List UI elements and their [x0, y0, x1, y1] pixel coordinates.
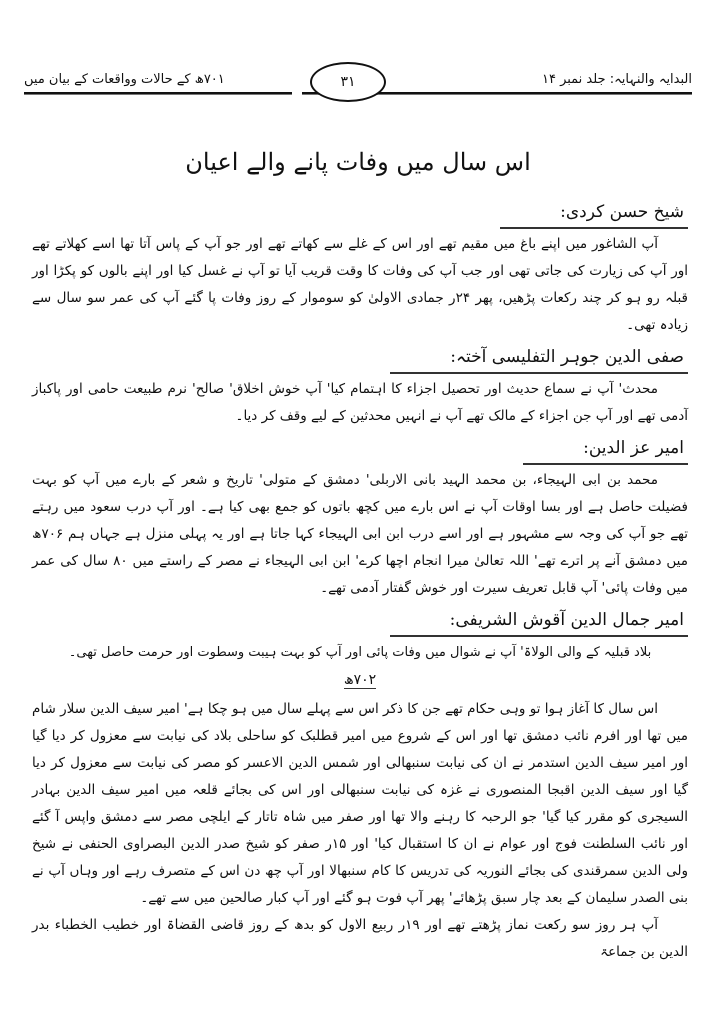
section-heading: شیخ حسن کردی:: [500, 198, 688, 229]
section-amir-izz-al-din: [32, 434, 688, 602]
year-heading: [32, 668, 688, 692]
section-paragraph: محمد بن ابی الہیجاء، بن محمد الہید بانی الاربلی' دمشق کے متولی' تاریخ و شعر کے بارے میں آپ کو بہت فضیلت حاصل ہے اور بسا اوقات آپ نے اس بارے میں کچھ باتوں کو جمع بھی کیا ہے۔ اور آپ درب سعود میں رہتے تھے جو آپ کی وجہ سے مشہور ہے اور اسے درب ابن ابی الہیجاء کہا جاتا ہے اور یہ پہلی منزل ہے جہاں ہم ۷۰۶ھ میں دمشق آنے پر اترے تھے' اللہ تعالیٰ میرا انجام اچھا کرے' ابن ابی الہیجاء نے مصر کے راستے میں ۸۰ سال کی عمر میں وفات پائی' آپ قابل تعریف سیرت اور خوش گفتار آدمی تھے۔: [32, 472, 688, 596]
page-title: اس سال میں وفات پانے والے اعیان: [185, 148, 531, 176]
year-paragraph: اس سال کا آغاز ہوا تو وہی حکام تھے جن کا ذکر اس سے پہلے سال میں ہو چکا ہے' امیر سیف الدین سلار شام میں تھا اور افرم نائب دمشق تھا اور اس کے شروع میں امیر قطلبک کو ساحلی بلاد کی نیابت سے معزول کر دیا گیا اور امیر سیف الدین استدمر نے ان کی نیابت سنبھالی اور شمس الدین الاعسر کو مصر کی نیابت سے معزول کر دیا گیا اور سیف الدین اقبجا المنصوری نے غزہ کی نیابت سنبھالی اور اس کی بجائے قلعہ میں امیر سیف الدین بہادر السیجری کو مقرر کیا گیا' جو الرحبہ کا رہنے والا تھا اور صفر میں شاہ تاتار کے ایلچی مصر سے دمشق واپس آ گئے اور نائب السلطنت فوج اور عوام نے ان کا استقبال کیا' اور ۱۵ر صفر کو شیخ صدر الدین البصراوی الحنفی نے شیخ ولی الدین سمرقندی کی بجائے النوریہ کی تدریس کا کام سنبھالا اور آپ چھ دن اس کے متصرف رہے اور وہاں آپ نے بنی الصدر سلیمان کے بعد چار سبق پڑھائے' پھر آپ فوت ہو گئے اور آپ کبار صالحین میں سے تھے۔: [32, 701, 688, 906]
section-heading: صفی الدین جوہر التفلیسی آختہ:: [390, 343, 688, 374]
section-paragraph: آپ الشاغور میں اپنے باغ میں مقیم تھے اور اس کے غلے سے کھاتے تھے اور جو آپ کے پاس آتا تھا اسے کھلاتے تھے اور آپ کی زیارت کی جاتی تھی اور جب آپ کی وفات کا وقت قریب آیا تو آپ نے غسل کیا اور اپنے بالوں کو پکڑا اور قبلہ رو ہو کر چند رکعات پڑھیں، پھر ۲۴ر جمادی الاولیٰ کو سوموار کے روز وفات پا گئے آپ کی عمر سو سال سے زیادہ تھی۔: [32, 236, 688, 333]
book-title: البدایہ والنہایہ: جلد نمبر ۱۴: [541, 72, 692, 87]
section-shaykh-hasan-kurdi: [32, 198, 688, 339]
year-heading-text: ۷۰۲ھ: [343, 672, 377, 688]
section-amir-jamal-al-din-aqush: [32, 606, 688, 666]
running-header: [24, 58, 692, 98]
section-heading: امیر جمال الدین آقوش الشریفی:: [390, 606, 688, 637]
chapter-title: ۷۰۱ھ کے حالات وواقعات کے بیان میں: [24, 72, 225, 87]
section-paragraph: محدث' آپ نے سماع حدیث اور تحصیل اجزاء کا اہتمام کیا' آپ خوش اخلاق' صالح' نرم طبیعت حامی اور پاکباز آدمی تھے اور آپ جن اجزاء کے مالک تھے آپ نے انہیں محدثین کے لیے وقف کر دیا۔: [32, 381, 688, 424]
page-number-text: ۳۱: [340, 74, 356, 90]
page-number: [310, 62, 386, 102]
page-content: [32, 198, 688, 966]
year-paragraph: آپ ہر روز سو رکعت نماز پڑھتے تھے اور ۱۹ر ربیع الاول کو بدھ کے روز قاضی القضاۃ اور خطیب الخطباء بدر الدین بن جماعۃ: [32, 917, 688, 960]
section-heading: امیر عز الدین:: [523, 434, 688, 465]
section-safi-al-din-jawhar: [32, 343, 688, 430]
header-rule-left: [24, 92, 292, 95]
section-paragraph: بلاد قبلیہ کے والی الولاۃ' آپ نے شوال میں وفات پائی اور آپ کو بہت ہیبت وسطوت اور حرمت حاصل تھی۔: [68, 645, 652, 660]
